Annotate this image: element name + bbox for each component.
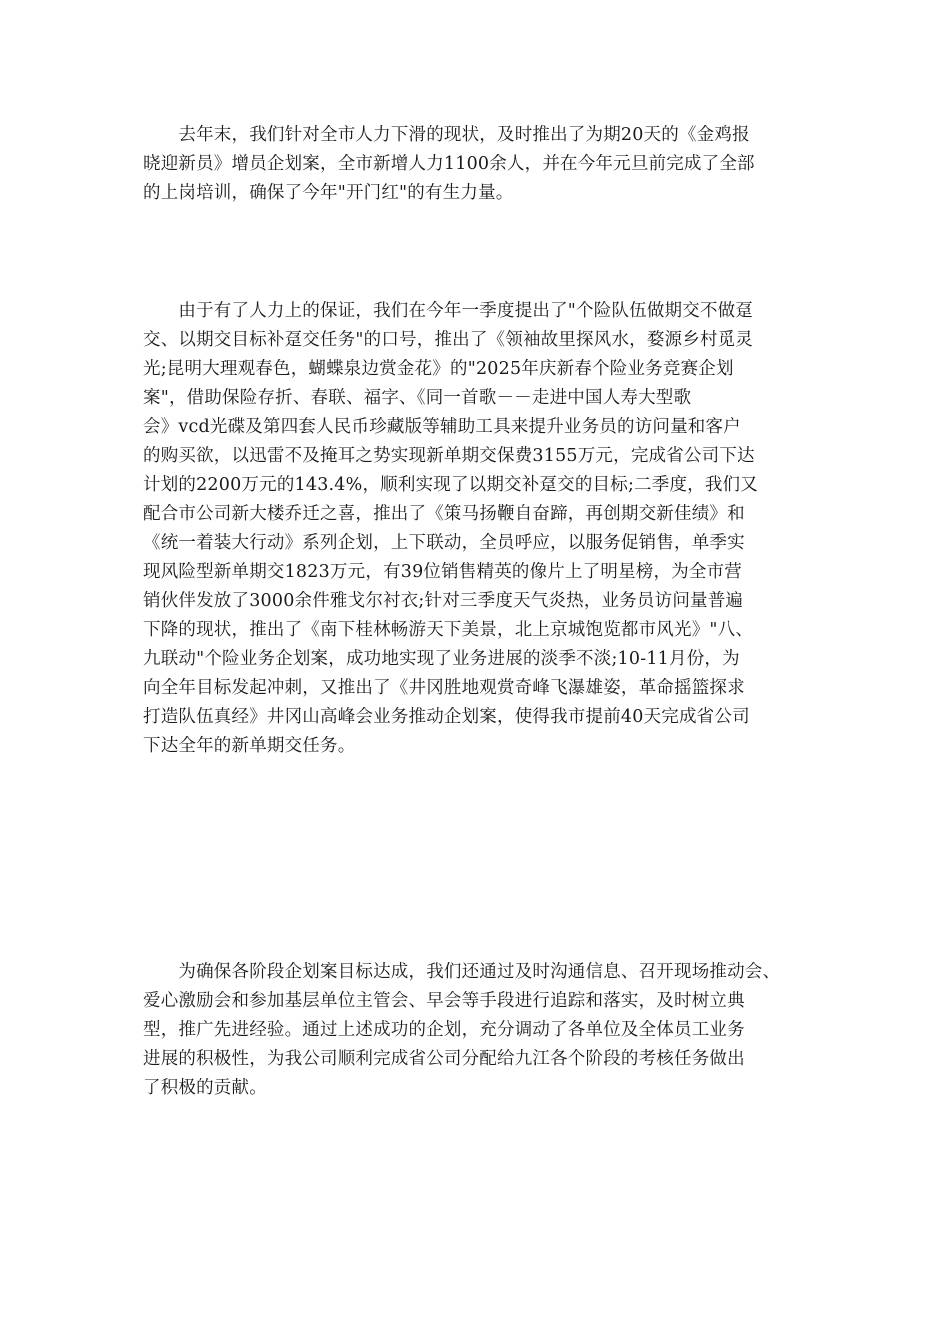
text-line: 进展的积极性，为我公司顺利完成省公司分配给九江各个阶段的考核任务做出: [143, 1049, 745, 1069]
paragraph-tracking: [143, 958, 813, 1103]
text-line: 了积极的贡献。: [143, 1078, 267, 1098]
text-line: 爱心激励会和参加基层单位主管会、早会等手段进行追踪和落实，及时树立典: [143, 991, 745, 1011]
paragraph-campaigns: [143, 297, 813, 761]
text-line: 交、以期交目标补趸交任务"的口号，推出了《领袖故里探风水，婺源乡村觅灵: [143, 330, 754, 350]
text-line: 计划的2200万元的143.4%，顺利实现了以期交补趸交的目标;二季度，我们又: [143, 475, 758, 495]
text-line: 打造队伍真经》井冈山高峰会业务推动企划案，使得我市提前40天完成省公司: [143, 707, 750, 727]
text-line: 配合市公司新大楼乔迁之喜，推出了《策马扬鞭自奋蹄，再创期交新佳绩》和: [143, 504, 745, 524]
paragraph-recruitment: [143, 121, 813, 208]
text-line: 的上岗培训，确保了今年"开门红"的有生力量。: [143, 183, 514, 203]
text-line: 向全年目标发起冲刺，又推出了《井冈胜地观赏奇峰飞瀑雄姿，革命摇篮探求: [143, 678, 745, 698]
text-line: 为确保各阶段企划案目标达成，我们还通过及时沟通信息、召开现场推动会、: [143, 962, 781, 982]
text-line: 去年末，我们针对全市人力下滑的现状，及时推出了为期20天的《金鸡报: [143, 125, 750, 145]
text-line: 由于有了人力上的保证，我们在今年一季度提出了"个险队伍做期交不做趸: [143, 301, 754, 321]
text-line: 下达全年的新单期交任务。: [143, 736, 356, 756]
text-line: 晓迎新员》增员企划案，全市新增人力1100余人，并在今年元旦前完成了全部: [143, 154, 755, 174]
text-line: 《统一着装大行动》系列企划，上下联动，全员呼应，以服务促销售，单季实: [143, 533, 745, 553]
text-line: 销伙伴发放了3000余件雅戈尔衬衣;针对三季度天气炎热，业务员访问量普遍: [143, 591, 744, 611]
text-line: 现风险型新单期交1823万元，有39位销售精英的像片上了明星榜，为全市营: [143, 562, 743, 582]
text-line: 九联动"个险业务企划案，成功地实现了业务进展的淡季不淡;10-11月份，为: [143, 649, 740, 669]
text-line: 型，推广先进经验。通过上述成功的企划，充分调动了各单位及全体员工业务: [143, 1020, 745, 1040]
text-line: 的购买欲，以迅雷不及掩耳之势实现新单期交保费3155万元，完成省公司下达: [143, 446, 755, 466]
text-line: 会》vcd光碟及第四套人民币珍藏版等辅助工具来提升业务员的访问量和客户: [143, 417, 741, 437]
text-line: 案"，借助保险存折、春联、福字、《同一首歌－－走进中国人寿大型歌: [143, 388, 692, 408]
text-line: 下降的现状，推出了《南下桂林畅游天下美景，北上京城饱览都市风光》"八、: [143, 620, 754, 640]
text-line: 光;昆明大理观春色，蝴蝶泉边赏金花》的"2025年庆新春个险业务竞赛企划: [143, 359, 734, 379]
